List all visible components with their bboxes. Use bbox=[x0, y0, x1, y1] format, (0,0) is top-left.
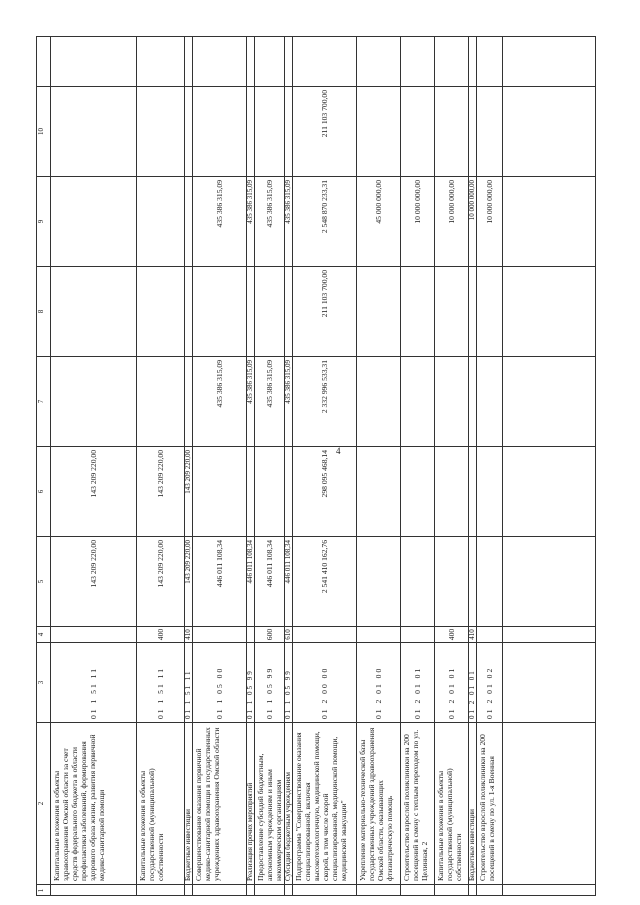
header-cell: 4 bbox=[36, 626, 596, 642]
amount-col10-cell bbox=[284, 86, 292, 176]
row-index-cell bbox=[356, 884, 400, 896]
row-index-cell bbox=[476, 884, 502, 896]
amount-col9-cell: 2 548 870 233,31 bbox=[292, 176, 356, 266]
amount-col7-cell bbox=[434, 356, 468, 446]
amount-col10-cell bbox=[246, 86, 254, 176]
row-index-cell bbox=[136, 884, 184, 896]
amount-col6-cell bbox=[192, 446, 246, 536]
name-cell: Капитальные вложения в объекты здравоохранения Омской области за счет средств федерального бюджета в области профилактики заболеваний, формирования здорового образа жизни, развития первичной медико-санитарной помощи bbox=[50, 722, 136, 884]
row-index-cell bbox=[50, 884, 136, 896]
amount-col5-cell bbox=[434, 536, 468, 626]
code-cell: 01 1 05 99 bbox=[254, 642, 284, 722]
code-cell: 01 1 51 11 bbox=[184, 642, 192, 722]
table-row bbox=[192, 36, 247, 896]
code-cell: 01 2 01 01 bbox=[468, 642, 476, 722]
code-cell: 01 1 05 99 bbox=[284, 642, 292, 722]
amount-col5-cell: 143 209 220,00 bbox=[184, 536, 192, 626]
row-index-cell bbox=[284, 884, 292, 896]
code-cell: 01 1 51 11 bbox=[50, 642, 136, 722]
page-number: 4 bbox=[336, 446, 341, 456]
amount-col8-cell bbox=[476, 266, 502, 356]
amount-col10-cell bbox=[50, 86, 136, 176]
amount-col7-cell bbox=[476, 356, 502, 446]
amount-col9-cell bbox=[136, 176, 184, 266]
budget-table bbox=[36, 36, 596, 896]
table-row bbox=[356, 36, 401, 896]
amount-col7-cell bbox=[356, 356, 400, 446]
amount-col8-cell bbox=[184, 266, 192, 356]
amount-col7-cell bbox=[136, 356, 184, 446]
header-cell: 8 bbox=[36, 266, 596, 356]
name-cell: Реализация прочих мероприятий bbox=[246, 722, 254, 884]
amount-col10-cell bbox=[192, 86, 246, 176]
amount-col6-cell: 143 209 220,00 bbox=[50, 446, 136, 536]
expense-type-cell bbox=[50, 626, 136, 642]
amount-col8-cell bbox=[192, 266, 246, 356]
name-cell: Укрепление материально-технической базы государственных учреждений здравоохранения Омской области, оказывающих фтизиатрическую помощь bbox=[356, 722, 400, 884]
code-cell: 01 1 05 99 bbox=[246, 642, 254, 722]
header-cell: 7 bbox=[36, 356, 596, 446]
amount-col5-cell: 446 011 108,34 bbox=[192, 536, 246, 626]
amount-col9-cell: 10 000 000,00 bbox=[476, 176, 502, 266]
code-cell: 01 2 01 01 bbox=[400, 642, 434, 722]
amount-col5-cell: 2 541 410 162,76 bbox=[292, 536, 356, 626]
header-cell: 3 bbox=[36, 642, 596, 722]
name-cell: Предоставление субсидий бюджетным, автономным учреждениям и иным некоммерческим организациям bbox=[254, 722, 284, 884]
table-row bbox=[136, 36, 185, 896]
name-cell: Строительство взрослой поликлиники на 200 посещений в смену по ул. 1-я Военная bbox=[476, 722, 502, 884]
amount-col8-cell bbox=[356, 266, 400, 356]
amount-col6-cell bbox=[476, 446, 502, 536]
expense-type-cell: 400 bbox=[136, 626, 184, 642]
header-cell: 6 bbox=[36, 446, 596, 536]
amount-col6-cell bbox=[434, 446, 468, 536]
table-row bbox=[434, 36, 469, 896]
row-index-cell bbox=[434, 884, 468, 896]
header-cell: 1 bbox=[36, 884, 596, 896]
table-row bbox=[476, 36, 503, 896]
amount-col9-cell bbox=[184, 176, 192, 266]
code-cell: 01 2 01 00 bbox=[356, 642, 400, 722]
expense-type-cell: 400 bbox=[434, 626, 468, 642]
amount-col5-cell bbox=[476, 536, 502, 626]
name-cell: Совершенствование оказания первичной медико-санитарной помощи в государственных учреждениях здравоохранения Омской области bbox=[192, 722, 246, 884]
amount-col8-cell: 211 103 700,00 bbox=[292, 266, 356, 356]
expense-type-cell: 610 bbox=[284, 626, 292, 642]
amount-col7-cell bbox=[468, 356, 476, 446]
name-cell: Капитальные вложения в объекты государственной (муниципальной) собственности bbox=[434, 722, 468, 884]
amount-col10-cell bbox=[356, 86, 400, 176]
code-cell: 01 2 00 00 bbox=[292, 642, 356, 722]
amount-col9-cell: 45 000 000,00 bbox=[356, 176, 400, 266]
table-row bbox=[254, 36, 285, 896]
amount-col6-cell bbox=[400, 446, 434, 536]
amount-col8-cell bbox=[434, 266, 468, 356]
header-cell: 10 bbox=[36, 86, 596, 176]
amount-col10-cell bbox=[184, 86, 192, 176]
amount-col5-cell bbox=[468, 536, 476, 626]
expense-type-cell: 600 bbox=[254, 626, 284, 642]
amount-col10-cell bbox=[434, 86, 468, 176]
row-index-cell bbox=[400, 884, 434, 896]
expense-type-cell bbox=[292, 626, 356, 642]
amount-col7-cell: 435 386 315,09 bbox=[254, 356, 284, 446]
amount-col8-cell bbox=[50, 266, 136, 356]
expense-type-cell bbox=[400, 626, 434, 642]
amount-col10-cell bbox=[136, 86, 184, 176]
expense-type-cell bbox=[192, 626, 246, 642]
amount-col10-cell bbox=[254, 86, 284, 176]
expense-type-cell bbox=[246, 626, 254, 642]
amount-col5-cell: 446 011 108,34 bbox=[246, 536, 254, 626]
amount-col9-cell: 435 386 315,09 bbox=[254, 176, 284, 266]
code-cell: 01 1 51 11 bbox=[136, 642, 184, 722]
amount-col8-cell bbox=[468, 266, 476, 356]
code-cell: 01 1 05 00 bbox=[192, 642, 246, 722]
amount-col7-cell bbox=[400, 356, 434, 446]
amount-col6-cell: 143 209 220,00 bbox=[184, 446, 192, 536]
table-row bbox=[50, 36, 137, 896]
header-cell: 2 bbox=[36, 722, 596, 884]
amount-col6-cell bbox=[356, 446, 400, 536]
amount-col9-cell: 435 386 315,09 bbox=[284, 176, 292, 266]
amount-col9-cell: 10 000 000,00 bbox=[434, 176, 468, 266]
amount-col10-cell bbox=[476, 86, 502, 176]
table-row bbox=[292, 36, 357, 896]
amount-col8-cell bbox=[400, 266, 434, 356]
code-cell: 01 2 01 02 bbox=[476, 642, 502, 722]
row-index-cell bbox=[192, 884, 246, 896]
amount-col5-cell bbox=[356, 536, 400, 626]
amount-col6-cell bbox=[284, 446, 292, 536]
amount-col5-cell: 143 209 220,00 bbox=[50, 536, 136, 626]
amount-col7-cell bbox=[184, 356, 192, 446]
amount-col6-cell: 143 209 220,00 bbox=[136, 446, 184, 536]
header-row bbox=[36, 36, 51, 896]
header-cell: 9 bbox=[36, 176, 596, 266]
amount-col10-cell bbox=[468, 86, 476, 176]
amount-col9-cell: 10 000 000,00 bbox=[468, 176, 476, 266]
amount-col7-cell: 435 386 315,09 bbox=[246, 356, 254, 446]
amount-col6-cell bbox=[246, 446, 254, 536]
amount-col9-cell: 435 386 315,09 bbox=[192, 176, 246, 266]
amount-col6-cell: 298 095 468,14 bbox=[292, 446, 356, 536]
name-cell: Подпрограмма "Совершенствование оказания специализированной, включая высокотехнологичную, медицинской помощи, скорой, в том числе скорой специализированной, медицинской помощи, медицинской эвакуации" bbox=[292, 722, 356, 884]
amount-col9-cell: 435 386 315,09 bbox=[246, 176, 254, 266]
name-cell: Строительство взрослой поликлиники на 200 посещений в смену с теплым переходом по ул. Целинная, 2 bbox=[400, 722, 434, 884]
name-cell: Капитальные вложения в объекты государственной (муниципальной) собственности bbox=[136, 722, 184, 884]
name-cell: Субсидии бюджетным учреждениям bbox=[284, 722, 292, 884]
table-row bbox=[400, 36, 435, 896]
amount-col8-cell bbox=[254, 266, 284, 356]
row-index-cell bbox=[254, 884, 284, 896]
code-cell: 01 2 01 01 bbox=[434, 642, 468, 722]
expense-type-cell: 410 bbox=[468, 626, 476, 642]
amount-col5-cell: 446 011 108,34 bbox=[254, 536, 284, 626]
amount-col7-cell: 435 386 315,09 bbox=[192, 356, 246, 446]
amount-col7-cell: 2 332 996 533,31 bbox=[292, 356, 356, 446]
amount-col5-cell: 143 209 220,00 bbox=[136, 536, 184, 626]
expense-type-cell: 410 bbox=[184, 626, 192, 642]
amount-col8-cell bbox=[284, 266, 292, 356]
name-cell: Бюджетные инвестиции bbox=[468, 722, 476, 884]
expense-type-cell bbox=[476, 626, 502, 642]
amount-col7-cell: 435 386 315,09 bbox=[284, 356, 292, 446]
amount-col8-cell bbox=[246, 266, 254, 356]
header-cell: 5 bbox=[36, 536, 596, 626]
row-index-cell bbox=[184, 884, 192, 896]
amount-col7-cell bbox=[50, 356, 136, 446]
amount-col10-cell: 211 103 700,00 bbox=[292, 86, 356, 176]
amount-col9-cell bbox=[50, 176, 136, 266]
amount-col6-cell bbox=[468, 446, 476, 536]
amount-col6-cell bbox=[254, 446, 284, 536]
amount-col5-cell: 446 011 108,34 bbox=[284, 536, 292, 626]
expense-type-cell bbox=[356, 626, 400, 642]
row-index-cell bbox=[468, 884, 476, 896]
row-index-cell bbox=[246, 884, 254, 896]
amount-col10-cell bbox=[400, 86, 434, 176]
row-index-cell bbox=[292, 884, 356, 896]
amount-col9-cell: 10 000 000,00 bbox=[400, 176, 434, 266]
name-cell: Бюджетные инвестиции bbox=[184, 722, 192, 884]
amount-col5-cell bbox=[400, 536, 434, 626]
amount-col8-cell bbox=[136, 266, 184, 356]
